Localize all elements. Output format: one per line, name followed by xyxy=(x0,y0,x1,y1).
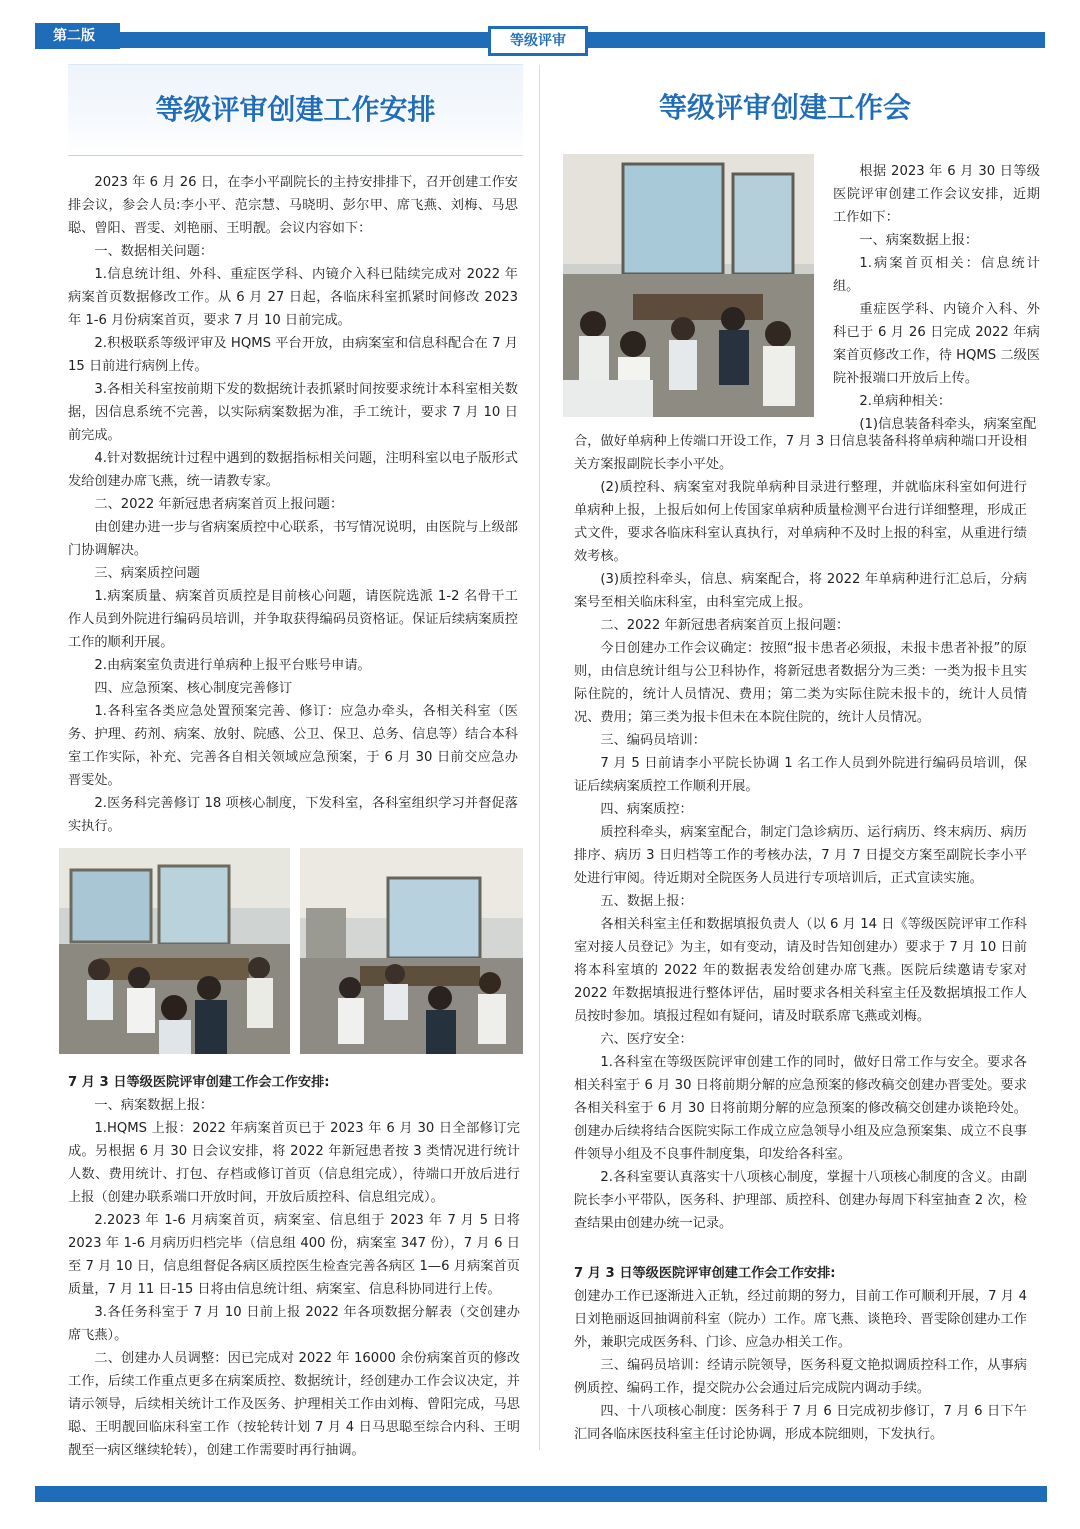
paragraph: 四、病案质控： xyxy=(600,802,693,817)
meeting-photo-2 xyxy=(300,848,523,1054)
paragraph: 1.各科室在等级医院评审创建工作的同时，做好日常工作与安全。要求各相关科室于 6 月 30 日将前期分解的应急预案的修改稿交创建办晋雯处。要求各相关科室于 6 月 30 日将前期分解的应急预案的修改稿交创建办谈艳玲处。创建办后续将结合医院实际工作成立应急领导小组及应急预案集、成立不良事件领导小组及不良事件制度集，印发给各科室。 xyxy=(574,1055,1027,1162)
paragraph: 1.病案首页相关：信息统计组。 xyxy=(833,256,1040,294)
paragraph: 三、编码员培训：经请示院领导，医务科夏文艳拟调质控科工作，从事病例质控、编码工作，提交院办公会通过后完成院内调动手续。 xyxy=(574,1358,1027,1396)
paragraph: 1.信息统计组、外科、重症医学科、内镜介入科已陆续完成对 2022 年病案首页数据修改工作。从 6 月 27 日起，各临床科室抓紧时间修改 2023 年 1-6 月份病案首页，要求 7 月 10 日前完成。 xyxy=(68,267,518,328)
paragraph: 2.各科室要认真落实十八项核心制度，掌握十八项核心制度的含义。由副院长李小平带队，医务科、护理部、质控科、创建办每周下科室抽查 2 次，检查结果由创建办统一记录。 xyxy=(574,1170,1027,1231)
paragraph: 三、编码员培训： xyxy=(600,733,706,748)
meeting-photo-1 xyxy=(59,848,290,1054)
paragraph: 三、病案质控问题 xyxy=(94,566,200,581)
right-intro xyxy=(833,160,1040,436)
left-article-top xyxy=(68,171,518,838)
paragraph: 由创建办进一步与省病案质控中心联系，书写情况说明，由医院与上级部门协调解决。 xyxy=(68,520,518,558)
paragraph: 四、十八项核心制度：医务科于 7 月 6 日完成初步修订，7 月 6 日下午汇同各临床医技科室主任讨论协调，形成本院细则，下发执行。 xyxy=(574,1404,1027,1442)
right-article xyxy=(574,430,1027,1235)
paragraph: (2)质控科、病案室对我院单病种目录进行整理，并就临床科室如何进行单病种上报，上报后如何上传国家单病种质量检测平台进行详细整理，形成正式文件，要求各临床科室认真执行，对单病种不及时上报的科室，从重进行绩效考核。 xyxy=(574,480,1027,564)
paragraph: 重症医学科、内镜介入科、外科已于 6 月 26 日完成 2022 年病案首页修改工作，待 HQMS 二级医院补报端口开放后上传。 xyxy=(833,302,1040,386)
column-divider xyxy=(539,65,540,1450)
paragraph: 一、病案数据上报： xyxy=(94,1098,214,1113)
paragraph: 二、2022 年新冠患者病案首页上报问题： xyxy=(94,497,344,512)
paragraph: 今日创建办工作会议确定：按照“报卡患者必须报，未报卡患者补报”的原则，由信息统计组与公卫科协作，将新冠患者数据分为三类：一类为报卡且实际住院的，统计人员情况、费用；第二类为实际住院未报卡的，统计人员情况、费用；第三类为报卡但未在本院住院的，统计人员情况。 xyxy=(574,641,1027,725)
paragraph: 五、数据上报： xyxy=(600,894,693,909)
paragraph: 4.针对数据统计过程中遇到的数据指标相关问题，注明科室以电子版形式发给创建办席飞燕，统一请教专家。 xyxy=(68,451,518,489)
paragraph: 2.单病种相关： xyxy=(859,394,952,409)
paragraph: 2.医务科完善修订 18 项核心制度，下发科室，各科室组织学习并督促落实执行。 xyxy=(68,796,518,834)
title-rule xyxy=(68,155,523,156)
paragraph: 六、医疗安全： xyxy=(600,1032,693,1047)
paragraph: 1.病案质量、病案首页质控是目前核心问题，请医院选派 1-2 名骨干工作人员到外院进行编码员培训，并争取获得编码员资格证。保证后续病案质控工作的顺利开展。 xyxy=(68,589,518,650)
right-article-bottom xyxy=(574,1262,1027,1446)
paragraph: 2.积极联系等级评审及 HQMS 平台开放，由病案室和信息科配合在 7 月 15 日前进行病例上传。 xyxy=(68,336,518,374)
paragraph: (1)信息装备科牵头，病案室配 xyxy=(859,417,1037,432)
meeting-photo-3 xyxy=(563,154,814,417)
paragraph: 四、应急预案、核心制度完善修订 xyxy=(94,681,293,696)
section-label: 等级评审 xyxy=(488,26,588,56)
paragraph: 质控科牵头，病案室配合，制定门急诊病历、运行病历、终末病历、病历排序、病历 3 日归档等工作的考核办法，7 月 7 日提交方案至副院长李小平处进行审阅。待近期对全院医务人员进行专项培训后，正式宣读实施。 xyxy=(574,825,1027,886)
paragraph: 2023 年 6 月 26 日，在李小平副院长的主持安排排下，召开创建工作安排会议，参会人员:李小平、范宗慧、马晓明、彭尔甲、席飞燕、刘梅、马思聪、曾阳、晋雯、刘艳丽、王明靓。会议内容如下： xyxy=(68,175,518,236)
paragraph: 2.2023 年 1-6 月病案首页，病案室、信息组于 2023 年 7 月 5 日将 2023 年 1-6 月病历归档完毕（信息组 400 份，病案室 347 份），7 月 6 日至 7 月 10 日，信息组督促各病区质控医生检查完善各病区 1—6 月病案首页质量，7 月 11 日-15 日将由信息统计组、病案室、信息科协同进行上传。 xyxy=(68,1213,520,1297)
footer-bar xyxy=(35,1486,1047,1502)
left-title: 等级评审创建工作安排 xyxy=(155,93,436,126)
paragraph: 一、数据相关问题： xyxy=(94,244,214,259)
paragraph: 创建办工作已逐渐进入正轨，经过前期的努力，目前工作可顺利开展，7 月 4 日刘艳丽返回抽调前科室（院办）工作。席飞燕、谈艳玲、晋雯除创建办工作外，兼职完成医务科、门诊、应急办相关工作。 xyxy=(574,1289,1027,1350)
section-heading: 7 月 3 日等级医院评审创建工作会工作安排: xyxy=(574,1266,836,1281)
paragraph: (3)质控科牵头，信息、病案配合，将 2022 年单病种进行汇总后，分病案号至相关临床科室，由科室完成上报。 xyxy=(574,572,1027,610)
right-title: 等级评审创建工作会 xyxy=(658,91,911,124)
paragraph: 7 月 5 日前请李小平院长协调 1 名工作人员到外院进行编码员培训，保证后续病案质控工作顺利开展。 xyxy=(574,756,1027,794)
paragraph: 一、病案数据上报： xyxy=(859,233,979,248)
paragraph: 1.HQMS 上报：2022 年病案首页已于 2023 年 6 月 30 日全部修订完成。另根据 6 月 30 日会议安排，将 2022 年新冠患者按 3 类情况进行统计人数、费用统计、打包、存档或修订首页（信息组完成），待端口开放后进行上报（创建办联系端口开放时间，开放后质控科、信息组完成）。 xyxy=(68,1121,520,1205)
section-heading: 7 月 3 日等级医院评审创建工作会工作安排: xyxy=(68,1075,330,1090)
paragraph: 二、创建办人员调整：因已完成对 2022 年 16000 余份病案首页的修改工作，后续工作重点更多在病案质控、数据统计，经创建办工作会议决定，并请示领导，后续相关统计工作及医务、护理相关工作由刘梅、曾阳完成，马思聪、王明靓回临床科室工作（按轮转计划 7 月 4 日马思聪至综合内科、王明靓至一病区继续轮转），创建工作需要时再行抽调。 xyxy=(68,1351,520,1458)
paragraph: 二、2022 年新冠患者病案首页上报问题： xyxy=(600,618,850,633)
paragraph: 3.各任务科室于 7 月 10 日前上报 2022 年各项数据分解表（交创建办席飞燕）。 xyxy=(68,1305,520,1343)
edition-label: 第二版 xyxy=(35,23,120,49)
paragraph: 各相关科室主任和数据填报负责人（以 6 月 14 日《等级医院评审工作科室对接人员登记》为主，如有变动，请及时告知创建办）要求于 7 月 10 日前将本科室填的 2022 年的数据表发给创建办席飞燕。医院后续邀请专家对 2022 年数据填报进行整体评估，届时要求各相关科室主任及数据填报工作人员按时参加。填报过程如有疑问，请及时联系席飞燕或刘梅。 xyxy=(574,917,1027,1024)
paragraph: 1.各科室各类应急处置预案完善、修订：应急办牵头，各相关科室（医务、护理、药剂、病案、放射、院感、公卫、保卫、总务、信息等）结合本科室工作实际，补充、完善各自相关领域应急预案，于 6 月 30 日前交应急办晋雯处。 xyxy=(68,704,518,788)
paragraph: 合，做好单病种上传端口开设工作，7 月 3 日信息装备科将单病种端口开设相关方案报副院长李小平处。 xyxy=(574,434,1027,472)
paragraph: 根据 2023 年 6 月 30 日等级医院评审创建工作会议安排，近期工作如下： xyxy=(833,164,1040,225)
paragraph: 2.由病案室负责进行单病种上报平台账号申请。 xyxy=(94,658,371,673)
left-article-bottom xyxy=(68,1071,520,1462)
paragraph: 3.各相关科室按前期下发的数据统计表抓紧时间按要求统计本科室相关数据，因信息系统不完善，以实际病案数据为准，手工统计，要求 7 月 10 日前完成。 xyxy=(68,382,518,443)
